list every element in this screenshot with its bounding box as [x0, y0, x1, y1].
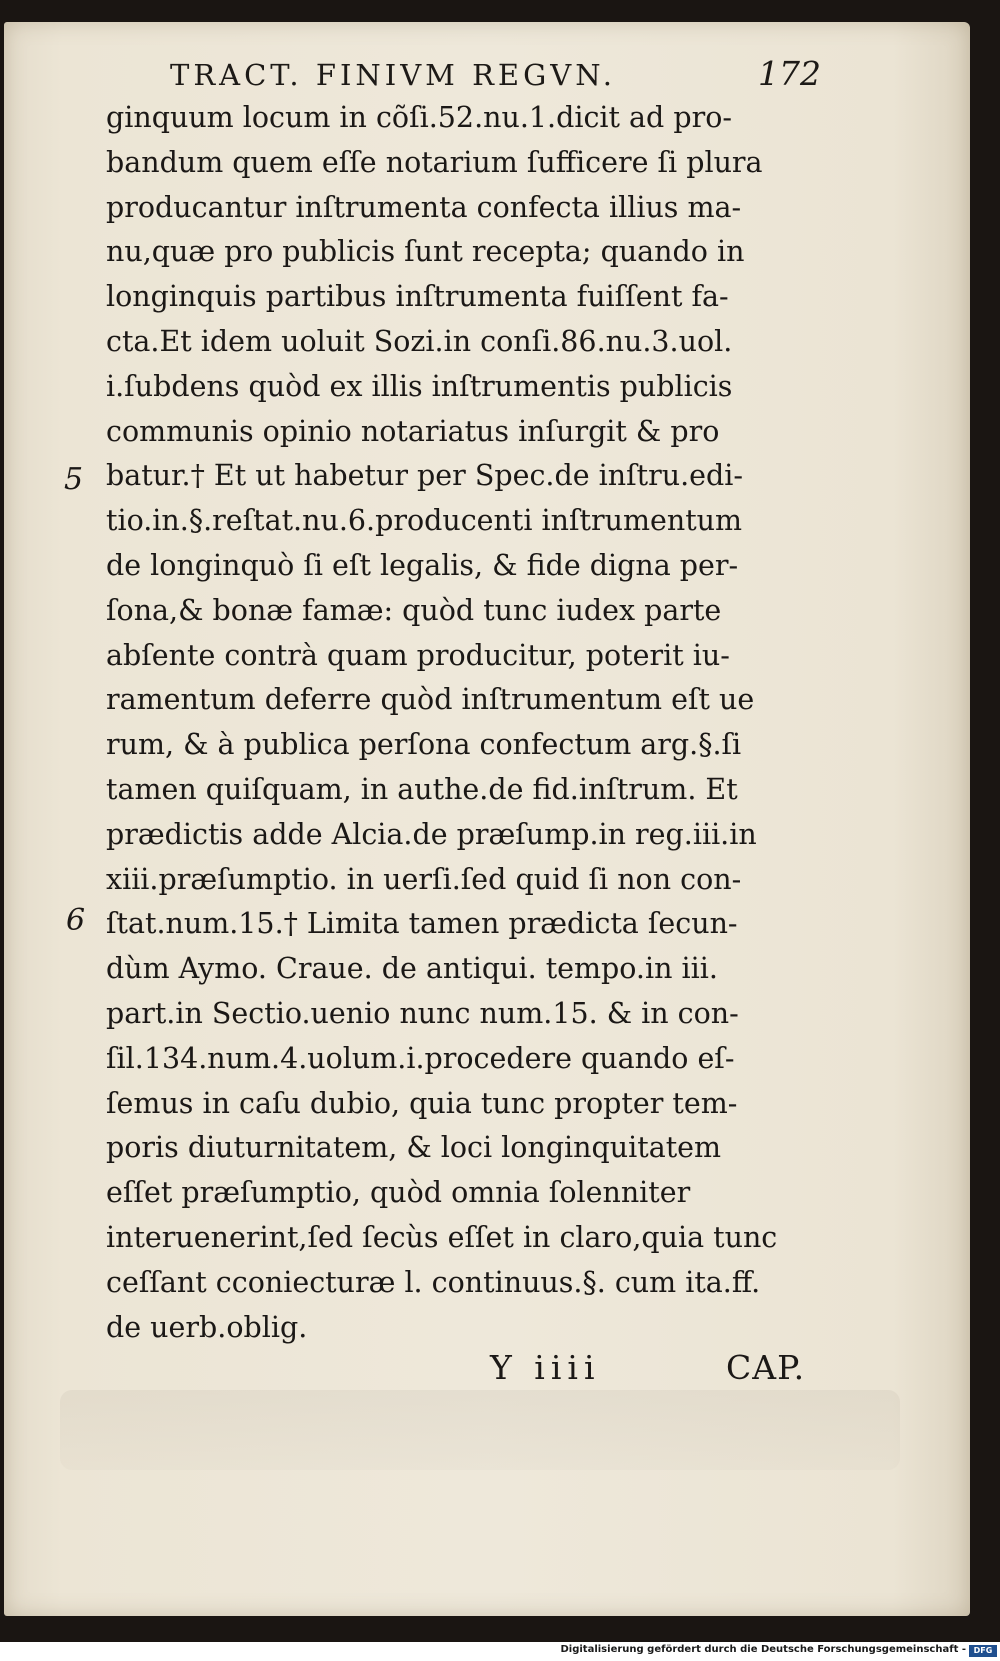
text-line: nu,quæ pro publicis ſunt recepta; quando in: [106, 235, 745, 269]
show-through-shadow: [60, 1390, 900, 1470]
text-line: part.in Sectio.uenio nunc num.15. & in con-: [106, 996, 739, 1030]
text-line: ſil.134.num.4.uolum.i.procedere quando eſ-: [106, 1041, 735, 1075]
signature-mark: Y iiii: [490, 1348, 601, 1387]
text-line: de uerb.oblig.: [106, 1310, 308, 1344]
text-line: i.ſubdens quòd ex illis inſtrumentis publicis: [106, 369, 733, 403]
text-line: rum, & à publica perſona confectum arg.§.ſi: [106, 728, 742, 762]
text-line: poris diuturnitatem, & loci longinquitatem: [106, 1131, 722, 1165]
margin-note-6: 6: [66, 903, 86, 938]
text-line: ramentum deferre quòd inſtrumentum eſt ue: [106, 683, 755, 717]
text-line: ſemus in caſu dubio, quia tunc propter tem-: [106, 1086, 738, 1120]
page-number: 172: [758, 54, 821, 93]
text-line: tio.in.§.reſtat.nu.6.producenti inſtrumentum: [106, 504, 743, 538]
text-line: ceſſant cconiecturæ l. continuus.§. cum ita.ff.: [106, 1265, 761, 1299]
dfg-logo-icon: DFG: [969, 1645, 997, 1657]
text-line: eſſet præſumptio, quòd omnia ſolenniter: [106, 1176, 691, 1210]
digitization-footer: [0, 1642, 1000, 1661]
text-line: cta.Et idem uoluit Sozi.in conſi.86.nu.3.uol.: [106, 324, 733, 358]
catchword: CAP.: [726, 1348, 806, 1387]
text-line: batur.† Et ut habetur per Spec.de inſtru.edi-: [106, 459, 744, 493]
text-line: producantur inſtrumenta confecta illius ma-: [106, 190, 742, 224]
running-title: TRACT. FINIVM REGVN.: [170, 58, 616, 92]
text-line: tamen quiſquam, in authe.de fid.inſtrum. Et: [106, 772, 738, 806]
text-line: interuenerint,ſed ſecùs eſſet in claro,quia tunc: [106, 1220, 778, 1254]
text-line: ſtat.num.15.† Limita tamen prædicta ſecun-: [106, 907, 738, 941]
text-line: de longinquò ſi eſt legalis, & fide digna per-: [106, 548, 739, 582]
text-line: prædictis adde Alcia.de præſump.in reg.iii.in: [106, 817, 757, 851]
text-line: ſona,& bonæ famæ: quòd tunc iudex parte: [106, 593, 722, 627]
text-line: abſente contrà quam producitur, poterit iu-: [106, 638, 730, 672]
margin-note-5: 5: [64, 462, 84, 497]
text-line: xiii.præſumptio. in uerſi.ſed quid ſi non con-: [106, 862, 742, 896]
text-line: bandum quem eſſe notarium ſufficere ſi plura: [106, 145, 763, 179]
text-line: communis opinio notariatus inſurgit & pro: [106, 414, 720, 448]
page-header: [0, 54, 1000, 94]
signature-line: [0, 1348, 1000, 1394]
text-line: dùm Aymo. Craue. de antiqui. tempo.in iii.: [106, 952, 718, 986]
footer-credit: Digitalisierung gefördert durch die Deutsche Forschungsgemeinschaft -: [560, 1644, 966, 1655]
text-line: longinquis partibus inſtrumenta fuiſſent fa-: [106, 280, 729, 314]
text-line: ginquum locum in cõſi.52.nu.1.dicit ad pro-: [106, 101, 732, 134]
body-text: [106, 96, 836, 1350]
